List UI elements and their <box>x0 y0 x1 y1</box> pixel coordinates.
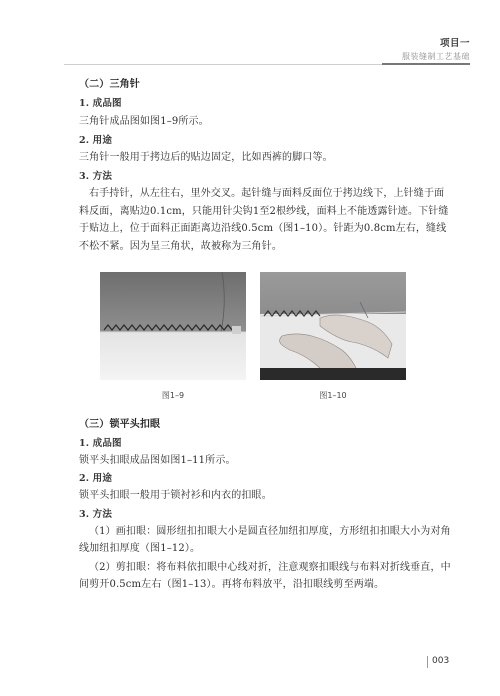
subheading-usage: 2. 用途 <box>79 473 112 484</box>
figure-1-10-photo <box>260 272 406 380</box>
figure-1-10-caption: 图1–10 <box>319 391 347 400</box>
paragraph: 三角针成品图如图1–9所示。 <box>79 116 209 127</box>
section-title-buttonhole: （三）锁平头扣眼 <box>79 419 161 430</box>
subheading-method: 3. 方法 <box>79 171 112 182</box>
running-header <box>402 35 470 62</box>
figure-1-9-caption: 图1–9 <box>161 391 185 400</box>
subheading-usage: 2. 用途 <box>79 135 112 146</box>
paragraph: （1）画扣眼：圆形纽扣扣眼大小是圆直径加纽扣厚度，方形纽扣扣眼大小为对角线加纽扣厚度（图1–12）。 <box>79 526 451 554</box>
figure-1-9-photo <box>100 272 246 380</box>
subheading-finished-product: 1. 成品图 <box>79 98 122 109</box>
paragraph: 三角针一般用于拷边后的贴边固定，比如西裤的脚口等。 <box>79 152 333 163</box>
header-project: 项目一 <box>439 38 470 49</box>
header-rule-accent <box>382 63 470 65</box>
header-subtitle: 服装缝制工艺基础 <box>402 52 470 61</box>
page-number-divider <box>427 656 428 668</box>
subheading-method: 3. 方法 <box>79 509 112 520</box>
section-title-triangle-stitch: （二）三角针 <box>79 79 140 90</box>
paragraph: 锁平头扣眼一般用于锁衬衫和内衣的扣眼。 <box>79 490 272 501</box>
subheading-finished-product: 1. 成品图 <box>79 438 122 449</box>
paragraph: （2）剪扣眼：将布料依扣眼中心线对折，注意观察扣眼线与布料对折线垂直，中间剪开0.5cm左右（图1–13）。再将布料放平，沿扣眼线剪至两端。 <box>79 562 451 590</box>
paragraph: 锁平头扣眼成品图如图1–11所示。 <box>79 455 236 466</box>
paragraph: 右手持针，从左往右，里外交叉。起针缝与面料反面位于拷边线下，上针缝于面料反面，离贴边0.1cm，只能用针尖钩1至2根纱线，面料上不能透露针迹。下针缝于贴边上，位于面料正面距离边沿线0.5cm（图1–10）。针距为0.8cm左右，缝线不松不紧。因为呈三角状，故被称为三角针。 <box>79 188 449 252</box>
page-number: 003 <box>432 656 450 666</box>
